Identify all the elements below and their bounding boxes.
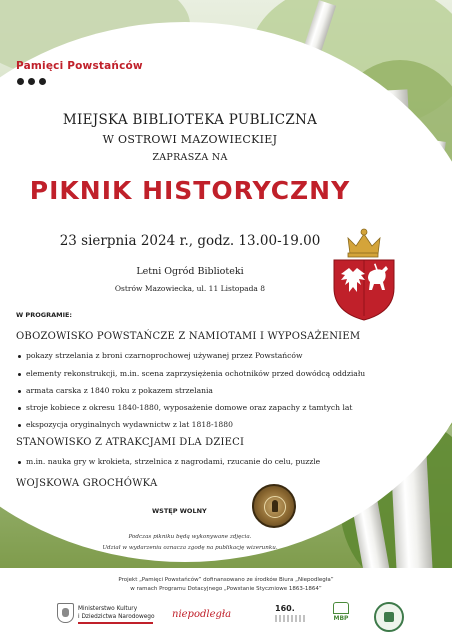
section-title-soup: WOJSKOWA GROCHÓWKA (16, 478, 158, 489)
museum-logo (374, 602, 404, 632)
library-logo (325, 602, 357, 628)
anniversary-logo (273, 602, 311, 628)
event-venue: Letni Ogród Biblioteki (136, 266, 244, 277)
footer (0, 568, 452, 640)
ministry-name-line-1: Ministerstwo Kultury (78, 606, 138, 612)
list-item: armata carska z 1840 roku z pokazem strzelania (26, 386, 213, 395)
invite-text: ZAPRASZA NA (152, 152, 228, 163)
event-date-time: 23 sierpnia 2024 r., godz. 13.00-19.00 (59, 233, 321, 249)
list-item: stroje kobiece z okresu 1840-1880, wyposażenie domowe oraz zapachy z tamtych lat (26, 403, 353, 412)
organizer-name: MIEJSKA BIBLIOTEKA PUBLICZNA (62, 112, 318, 128)
library-logo-text: MBP (333, 615, 349, 622)
niepodlegla-wordmark: niepodległa (172, 609, 232, 620)
funding-line-1: Projekt „Pamięci Powstańców” dofinansowano ze środków Biura „Niepodległa” (118, 577, 334, 583)
dots-ornament (17, 78, 46, 85)
event-title: PIKNIK HISTORYCZNY (29, 176, 351, 205)
organizer-city: W OSTROWI MAZOWIECKIEJ (102, 133, 278, 146)
free-entry-label: WSTĘP WOLNY (152, 507, 207, 515)
series-title: Pamięci Powstańców (16, 60, 143, 72)
coat-of-arms-emblem (330, 224, 398, 322)
ministry-logo (57, 602, 155, 624)
section-title-camp: OBOZOWISKO POWSTAŃCZE Z NAMIOTAMI I WYPOSAŻENIEM (16, 331, 361, 342)
ministry-name-line-2: i Dziedzictwa Narodowego (78, 614, 155, 620)
anniversary-number: 160. (275, 604, 295, 613)
photo-note: Podczas pikniku będą wykonywane zdjęcia. (128, 534, 252, 540)
event-address: Ostrów Mazowiecka, ul. 11 Listopada 8 (114, 284, 266, 293)
list-item: ekspozycja oryginalnych wydawnictw z lat 1818-1880 (26, 420, 233, 429)
list-item: pokazy strzelania z broni czarnoprochowej używanej przez Powstańców (26, 351, 303, 360)
section-title-kids: STANOWISKO Z ATRAKCJAMI DLA DZIECI (16, 437, 245, 448)
eagle-icon (57, 603, 74, 623)
military-seal-icon (252, 484, 296, 528)
niepodlegla-logo (172, 602, 252, 624)
consent-note: Udział w wydarzeniu oznacza zgodę na publikację wizerunku. (102, 545, 278, 551)
list-item: m.in. nauka gry w krokieta, strzelnica z nagrodami, rzucanie do celu, puzzle (26, 457, 321, 466)
program-label: W PROGRAMIE: (16, 311, 73, 319)
book-icon (333, 602, 349, 614)
funding-line-2: w ramach Programu Dotacyjnego „Powstanie Styczniowe 1863-1864” (130, 586, 322, 592)
list-item: elementy rekonstrukcji, m.in. scena zaprzysiężenia ochotników przed dowódcą oddziału (26, 369, 366, 378)
